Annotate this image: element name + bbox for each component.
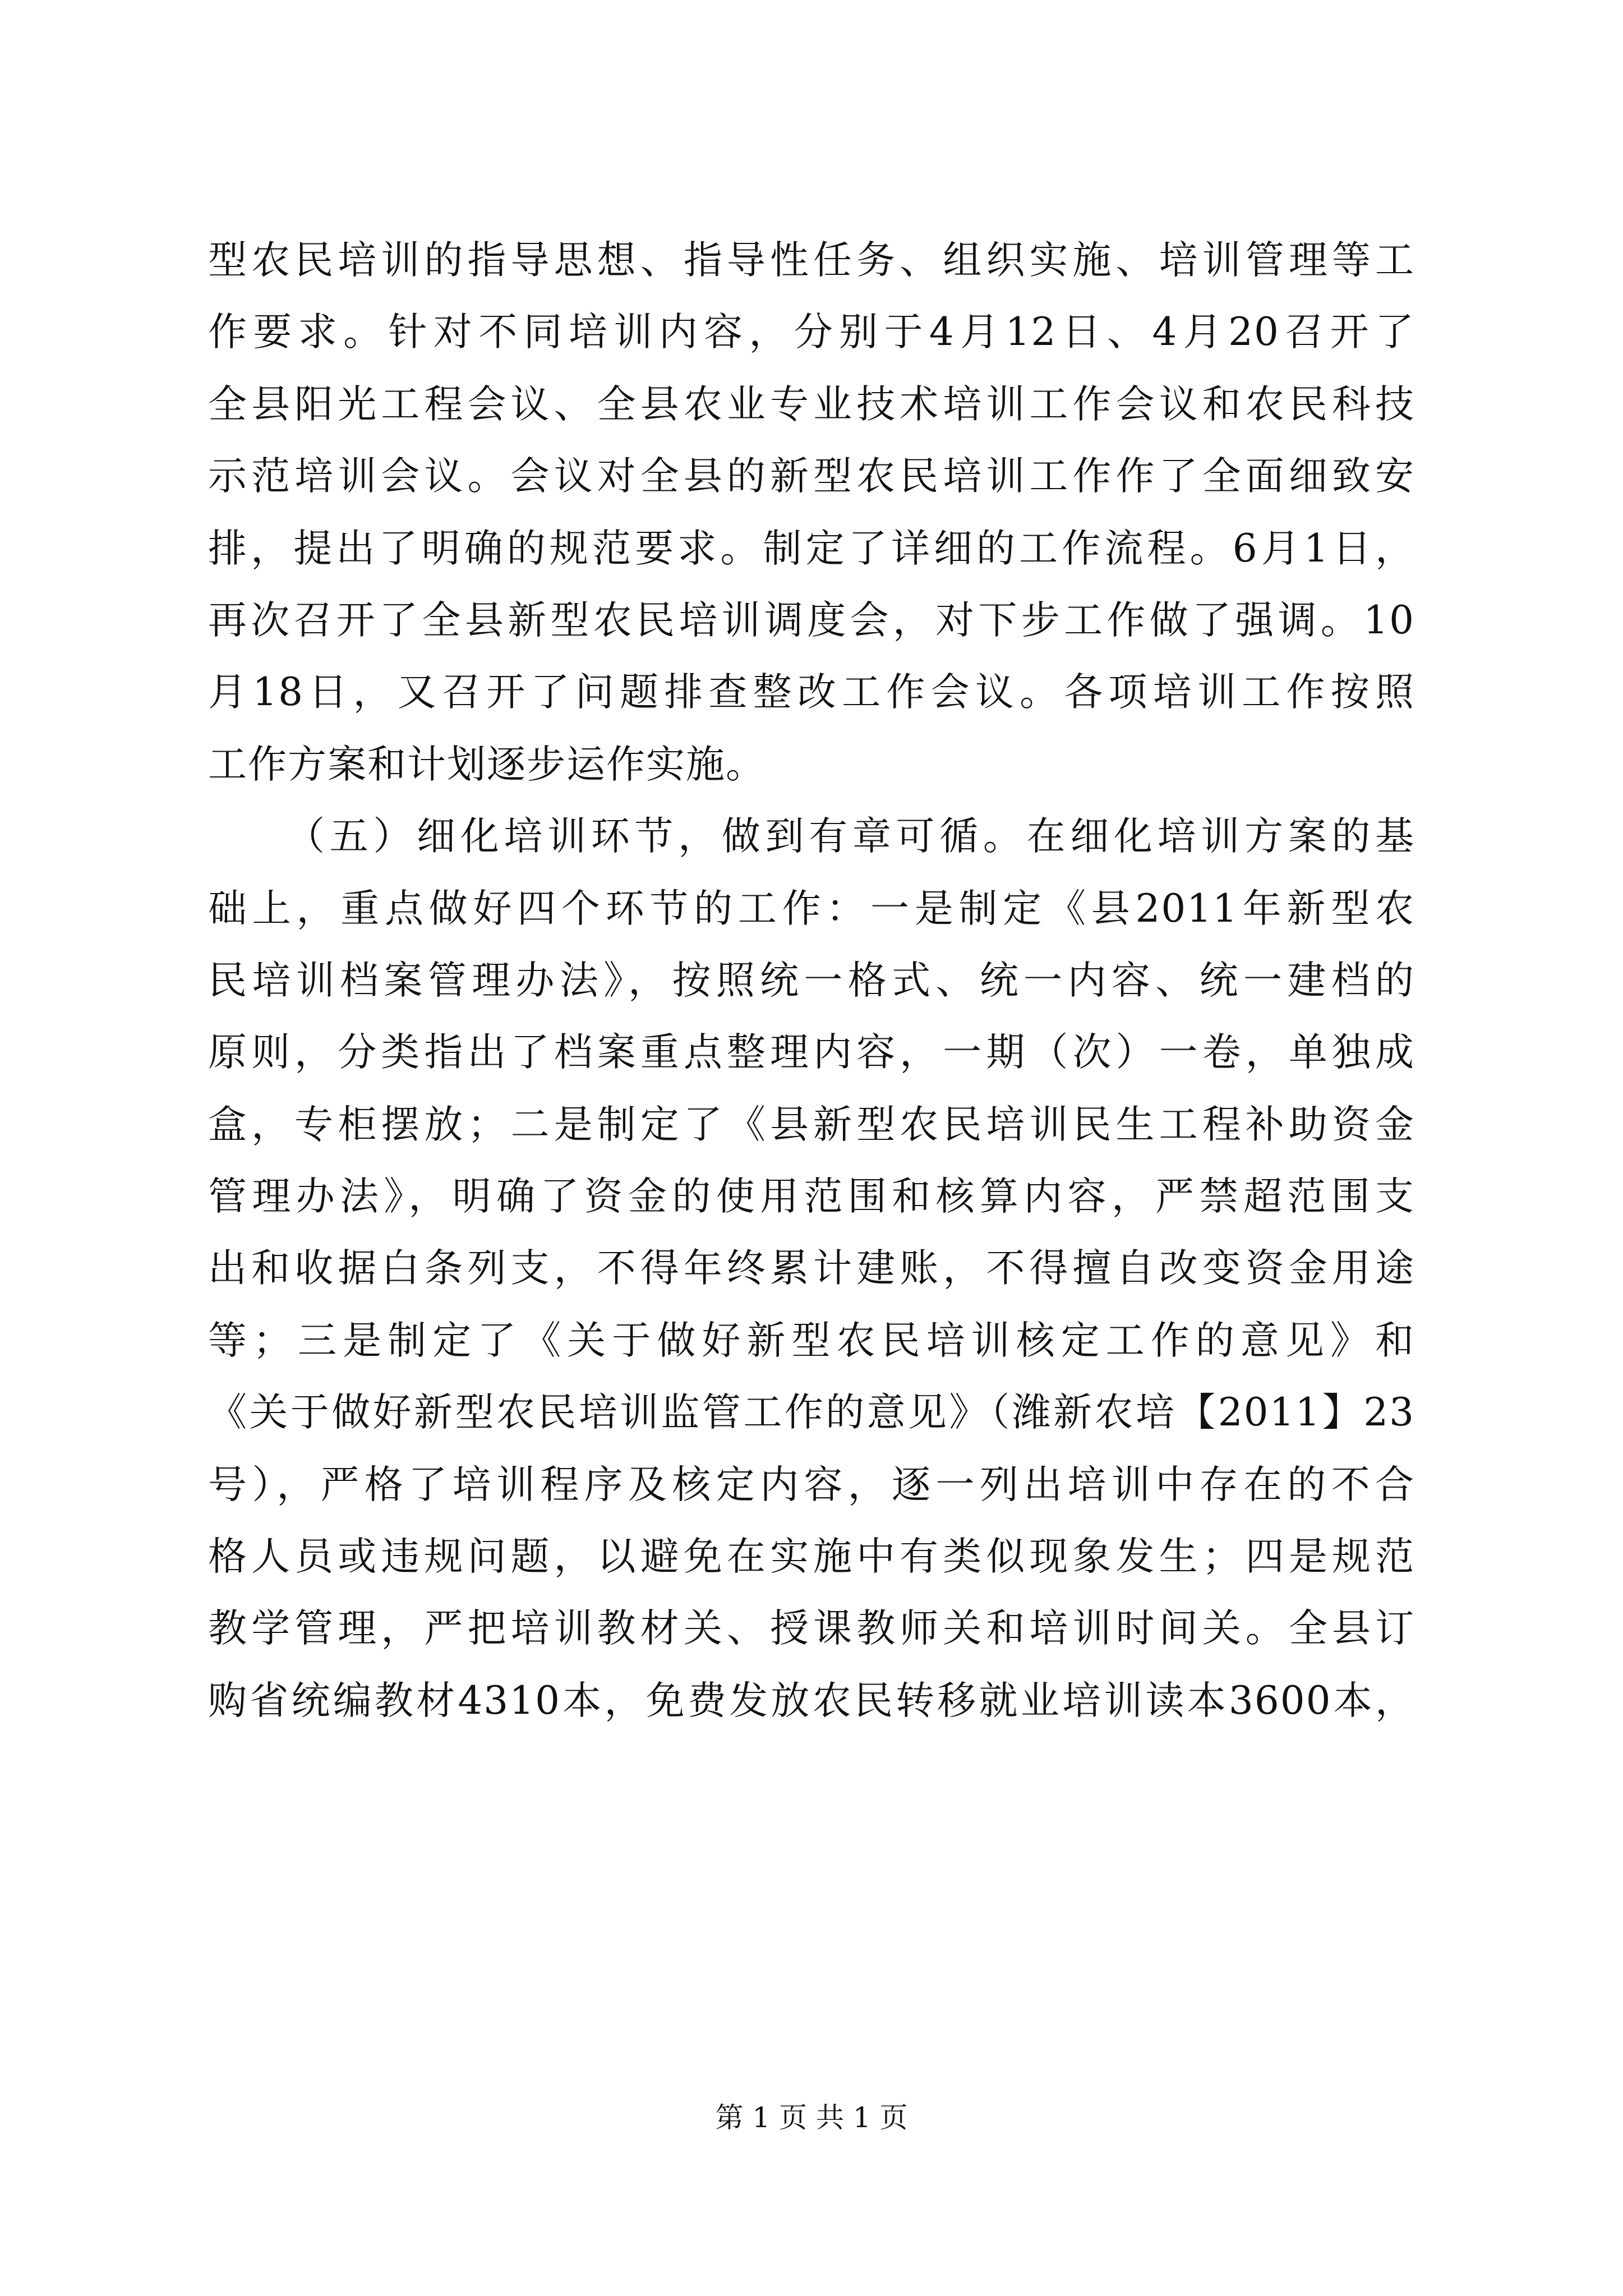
document-body xyxy=(208,224,1415,1737)
text-line: 盒，专柜摆放；二是制定了《县新型农民培训民生工程补助资金 xyxy=(208,1102,1415,1147)
text-line: 号），严格了培训程序及核定内容，逐一列出培训中存在的不合 xyxy=(208,1462,1415,1507)
text-line: 格人员或违规问题，以避免在实施中有类似现象发生；四是规范 xyxy=(208,1534,1415,1580)
text-line: 等；三是制定了《关于做好新型农民培训核定工作的意见》和 xyxy=(208,1318,1415,1363)
text-line: 再次召开了全县新型农民培训调度会，对下步工作做了强调。10 xyxy=(208,597,1415,643)
text-line: 管理办法》，明确了资金的使用范围和核算内容，严禁超范围支 xyxy=(208,1174,1415,1220)
text-line: 出和收据白条列支，不得年终累计建账，不得擅自改变资金用途 xyxy=(208,1246,1415,1291)
text-line: 购省统编教材4310本，免费发放农民转移就业培训读本3600本， xyxy=(208,1678,1415,1723)
page-footer xyxy=(0,2101,1623,2134)
text-line: 排，提出了明确的规范要求。制定了详细的工作流程。6月1日， xyxy=(208,526,1415,571)
text-line: 工作方案和计划逐步运作实施。 xyxy=(208,742,766,787)
text-line: 月18日，又召开了问题排查整改工作会议。各项培训工作按照 xyxy=(208,670,1415,715)
text-line: 原则，分类指出了档案重点整理内容，一期（次）一卷，单独成 xyxy=(208,1030,1415,1075)
text-line: 作要求。针对不同培训内容，分别于4月12日、4月20召开了 xyxy=(208,310,1415,355)
paragraph-heading-line: （五）细化培训环节，做到有章可循。在细化培训方案的基 xyxy=(286,814,1415,859)
page-number: 第 1 页 共 1 页 xyxy=(715,2101,908,2134)
text-line: 教学管理，严把培训教材关、授课教师关和培训时间关。全县订 xyxy=(208,1606,1415,1651)
text-line: 民培训档案管理办法》，按照统一格式、统一内容、统一建档的 xyxy=(208,958,1415,1003)
text-line: 示范培训会议。会议对全县的新型农民培训工作作了全面细致安 xyxy=(208,454,1415,499)
text-line: 《关于做好新型农民培训监管工作的意见》（潍新农培【2011】23 xyxy=(208,1390,1415,1435)
text-line: 础上，重点做好四个环节的工作：一是制定《县2011年新型农 xyxy=(208,886,1415,931)
text-line: 全县阳光工程会议、全县农业专业技术培训工作会议和农民科技 xyxy=(208,381,1415,427)
text-line: 型农民培训的指导思想、指导性任务、组织实施、培训管理等工 xyxy=(208,238,1415,283)
